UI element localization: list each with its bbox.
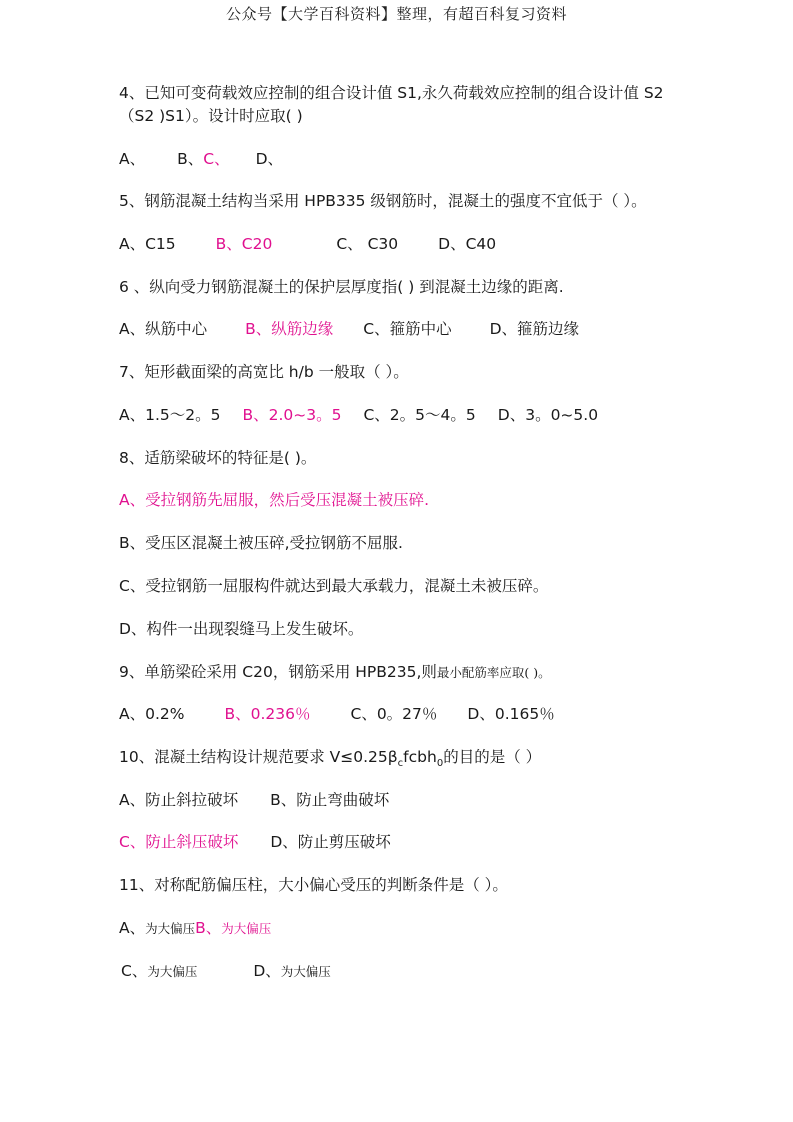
question-9-main: 9、单筋梁砼采用 C20，钢筋采用 HPB235,则 xyxy=(119,663,437,681)
page-header: 公众号【大学百科资料】整理，有超百科复习资料 xyxy=(225,5,567,23)
question-4-text-line1: 4、已知可变荷载效应控制的组合设计值 S1,永久荷载效应控制的组合设计值 S2 xyxy=(119,84,664,102)
option-c-answer: C、防止斜压破坏 xyxy=(119,833,239,851)
option-a: A、防止斜拉破坏 xyxy=(119,791,239,809)
option-a-label: A、 xyxy=(119,919,146,937)
option-b-answer: B、2.0~3。5 xyxy=(242,406,342,424)
question-6-options xyxy=(119,318,579,340)
question-10-text xyxy=(119,746,541,768)
question-8-option-a-answer: A、受拉钢筋先屈服，然后受压混凝土被压碎. xyxy=(119,491,430,509)
option-d: D、 xyxy=(255,150,284,168)
question-6-text: 6 、纵向受力钢筋混凝土的保护层厚度指( ) 到混凝土边缘的距离. xyxy=(119,278,564,296)
option-d: D、箍筋边缘 xyxy=(489,320,580,338)
question-5-text: 5、钢筋混凝土结构当采用 HPB335 级钢筋时，混凝土的强度不宜低于（ ）。 xyxy=(119,192,647,210)
question-9-text xyxy=(119,661,551,684)
question-10-sub-c: c xyxy=(397,758,404,769)
question-10-part1: 10、混凝土结构设计规范要求 V≤0.25β xyxy=(119,748,398,766)
question-9-options xyxy=(119,703,555,725)
question-11-options-ab xyxy=(119,917,271,940)
option-d: D、3。0~5.0 xyxy=(497,406,599,424)
question-10-part2: fcbh xyxy=(403,748,437,766)
question-4-text-line2: （S2 )S1）。设计时应取( ) xyxy=(119,107,303,125)
question-11-text: 11、对称配筋偏压柱，大小偏心受压的判断条件是（ ）。 xyxy=(119,876,508,894)
option-b-answer: B、C20 xyxy=(215,235,273,253)
option-c: C、 C30 xyxy=(336,235,399,253)
option-b-answer: B、纵筋边缘 xyxy=(245,320,334,338)
option-c-answer: C、 xyxy=(203,150,230,168)
question-8-option-b: B、受压区混凝土被压碎,受拉钢筋不屈服. xyxy=(119,534,403,552)
question-8-option-c: C、受拉钢筋一屈服构件就达到最大承载力，混凝土未被压碎。 xyxy=(119,577,549,595)
option-a: A、0.2% xyxy=(119,705,185,723)
question-9-small: 最小配筋率应取( )。 xyxy=(436,665,551,680)
question-11-options-cd xyxy=(121,960,331,983)
option-a: A、C15 xyxy=(119,235,176,253)
option-c: C、箍筋中心 xyxy=(363,320,452,338)
question-10-options-ab xyxy=(119,789,389,811)
question-10-sub-0: 0 xyxy=(436,758,444,769)
question-7-text: 7、矩形截面梁的高宽比 h/b 一般取（ ）。 xyxy=(119,363,409,381)
question-7-options xyxy=(119,404,598,426)
option-a-text: 为大偏压 xyxy=(145,921,196,936)
option-d: D、C40 xyxy=(438,235,497,253)
option-c: C、2。5～4。5 xyxy=(363,406,476,424)
option-d: D、防止剪压破坏 xyxy=(270,833,391,851)
option-c-label: C、 xyxy=(121,962,148,980)
question-10-part3: 的目的是（ ） xyxy=(443,748,542,766)
question-10-options-cd xyxy=(119,831,391,853)
option-c: C、0。27％ xyxy=(350,705,438,723)
option-d-label: D、 xyxy=(253,962,281,980)
question-4-options xyxy=(119,148,283,170)
question-8-text: 8、适筋梁破坏的特征是( )。 xyxy=(119,449,317,467)
option-c-text: 为大偏压 xyxy=(147,964,198,979)
option-d-text: 为大偏压 xyxy=(280,964,331,979)
option-a: A、1.5～2。5 xyxy=(119,406,221,424)
option-b: B、 xyxy=(177,150,204,168)
option-b: B、防止弯曲破坏 xyxy=(270,791,390,809)
option-a: A、纵筋中心 xyxy=(119,320,208,338)
question-5-options xyxy=(119,233,496,255)
option-b-answer: B、0.236％ xyxy=(224,705,311,723)
question-8-option-d: D、构件一出现裂缝马上发生破坏。 xyxy=(119,620,364,638)
option-a: A、 xyxy=(119,150,146,168)
option-d: D、0.165％ xyxy=(467,705,555,723)
option-b-label: B、 xyxy=(195,919,222,937)
option-b-text: 为大偏压 xyxy=(221,921,272,936)
